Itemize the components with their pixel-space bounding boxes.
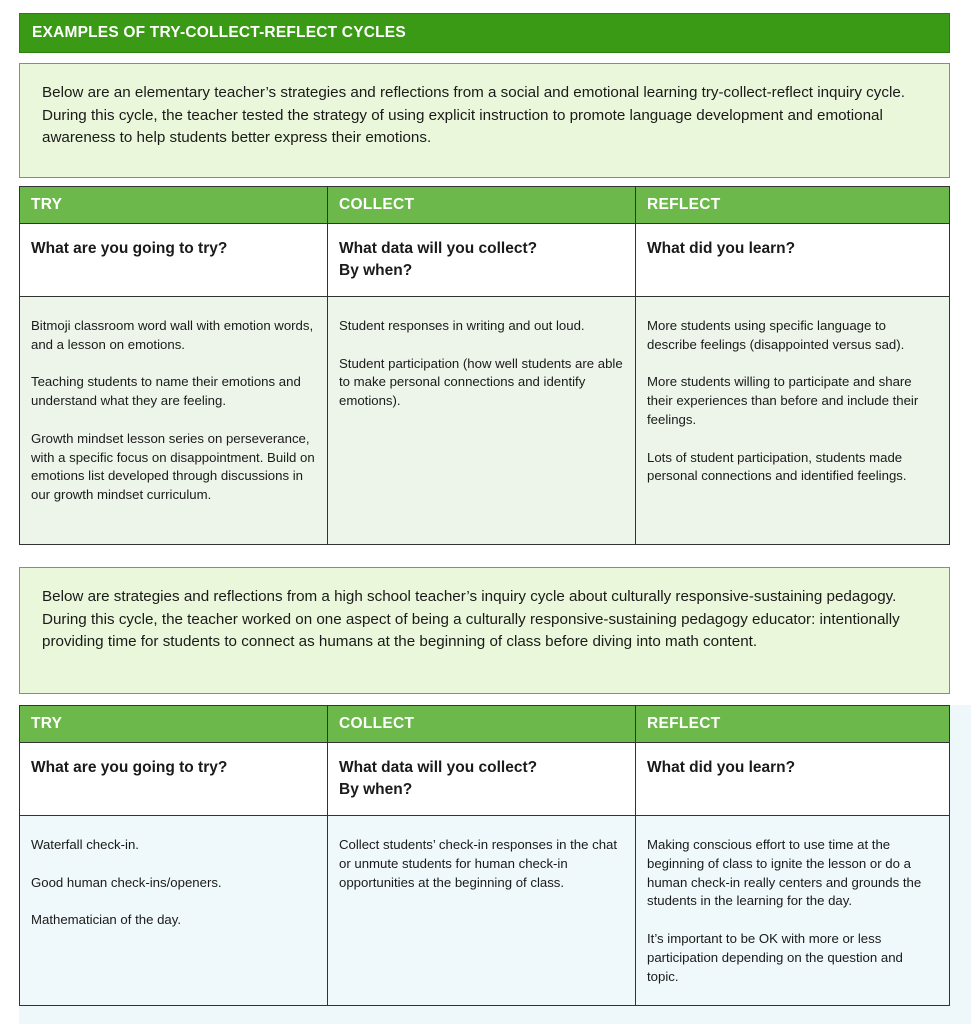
question-try: What are you going to try? <box>20 743 328 816</box>
column-header-try: TRY <box>20 187 328 224</box>
question-try: What are you going to try? <box>20 224 328 297</box>
reflect-item: Lots of student participation, students made personal connections and identified feelings. <box>647 449 907 484</box>
intro-text: Below are strategies and reflections from a high school teacher’s inquiry cycle about culturally responsive-sustaining pedagogy. During this cycle, the teacher worked on one aspect of being a culturally responsive-sustaining pedagogy educator: intentionally providing time for students to connect as humans at the beginning of class before diving into math content. <box>42 588 900 651</box>
reflect-item: More students using specific language to describe feelings (disappointed versus sad). <box>647 318 905 352</box>
question-collect <box>328 224 636 297</box>
cycle-table-high-school <box>19 705 950 1006</box>
question-reflect: What did you learn? <box>636 743 949 816</box>
intro-text: Below are an elementary teacher’s strategies and reflections from a social and emotional learning try-collect-reflect inquiry cycle. During this cycle, the teacher tested the strategy of using explicit instruction to promote language development and emotional awareness to help students better express their emotions. <box>42 84 906 147</box>
question-collect <box>328 743 636 816</box>
column-header-try: TRY <box>20 706 328 743</box>
question-reflect: What did you learn? <box>636 224 949 297</box>
intro-box-high-school <box>19 567 950 694</box>
collect-item: Student participation (how well students are able to make personal connections and identify emotions). <box>339 355 623 409</box>
reflect-item: Making conscious effort to use time at the beginning of class to ignite the lesson or do a human check-in really centers and grounds the students in the learning for the day. <box>647 837 922 909</box>
reflect-cell <box>636 816 949 1005</box>
reflect-cell <box>636 297 949 544</box>
column-header-collect: COLLECT <box>328 187 636 224</box>
background-tint-bottom <box>19 1006 971 1024</box>
try-item: Growth mindset lesson series on perseverance, with a specific focus on disappointment. Build on emotions list developed through discussions in our growth mindset curriculum. <box>31 430 315 503</box>
try-item: Mathematician of the day. <box>31 912 182 928</box>
column-header-reflect: REFLECT <box>636 187 949 224</box>
question-collect-text: What data will you collect? By when? <box>339 240 538 279</box>
question-collect-text: What data will you collect? By when? <box>339 759 538 798</box>
page-title-banner <box>19 13 950 53</box>
page-title: EXAMPLES OF TRY-COLLECT-REFLECT CYCLES <box>32 24 406 41</box>
background-tint-right <box>950 705 971 1024</box>
try-item: Waterfall check-in. <box>31 837 139 852</box>
collect-item: Student responses in writing and out loud. <box>339 318 585 333</box>
collect-item: Collect students’ check-in responses in the chat or unmute students for human check-in opportunities at the beginning of class. <box>339 837 618 890</box>
collect-cell <box>328 816 636 1005</box>
try-item: Bitmoji classroom word wall with emotion words, and a lesson on emotions. <box>31 318 314 352</box>
reflect-item: It’s important to be OK with more or less participation depending on the question and topic. <box>647 930 903 984</box>
collect-cell <box>328 297 636 544</box>
try-item: Teaching students to name their emotions and understand what they are feeling. <box>31 374 301 409</box>
reflect-item: More students willing to participate and share their experiences than before and include their feelings. <box>647 374 919 427</box>
try-cell <box>20 816 328 1005</box>
try-item: Good human check-ins/openers. <box>31 874 222 890</box>
try-cell <box>20 297 328 544</box>
intro-box-elementary <box>19 63 950 178</box>
column-header-collect: COLLECT <box>328 706 636 743</box>
cycle-table-elementary <box>19 186 950 545</box>
column-header-reflect: REFLECT <box>636 706 949 743</box>
